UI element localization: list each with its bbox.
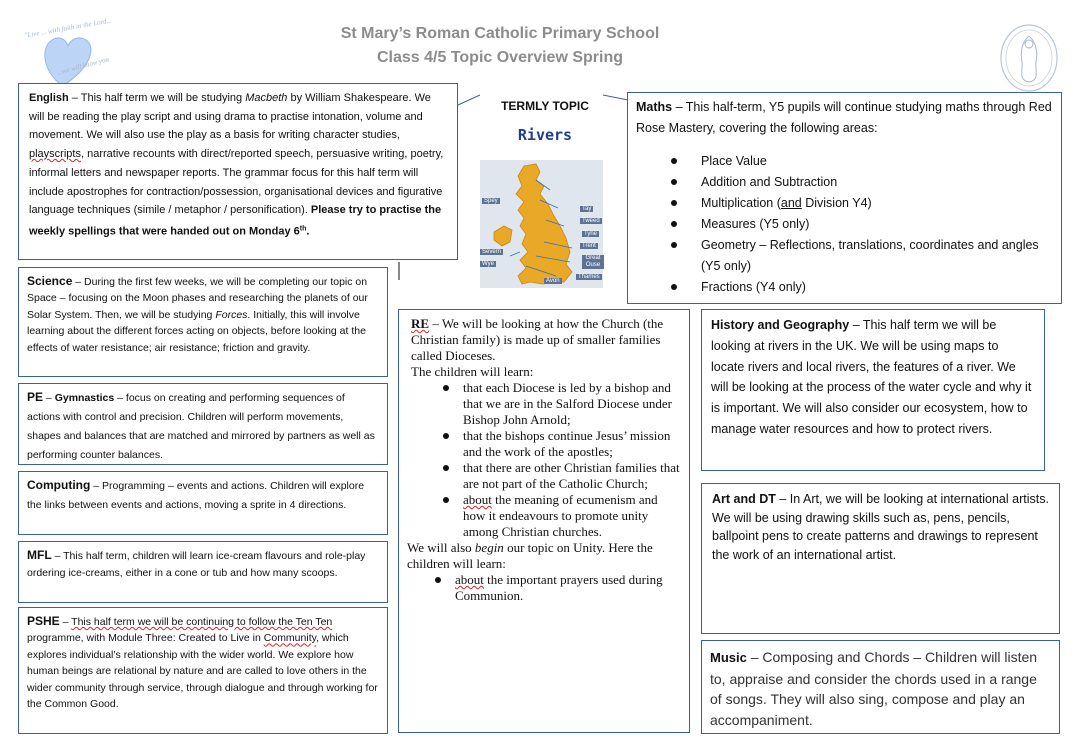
maths-intro: – This half-term, Y5 pupils will continue studying maths through Red Rose Mastery, covering the following areas: [636, 100, 1052, 135]
mfl-heading: MFL [27, 548, 52, 562]
re-also: We will also begin our topic on Unity. Here the children will learn: [407, 540, 653, 571]
maths-list [636, 151, 1053, 298]
english-playscripts: playscripts [29, 148, 81, 161]
pshe-box: PSHE – This half term we will be continuing to follow the Ten Ten programme, with Module Three: Created to Live in Community, which explores individual’s relationship with the wider world. We explore how human beings are relational by nature and are called to love others in the wider community through service, through dialogue and through working for the Common Good. [18, 607, 388, 734]
science-forces: Forces [215, 308, 248, 321]
termly-topic-label: TERMLY TOPIC [501, 99, 589, 113]
list-item: that there are other Christian families that are not part of the Catholic Church; [463, 460, 681, 492]
re-heading: RE [411, 316, 430, 331]
pshe-community: Community [263, 632, 317, 645]
pe-heading: PE [27, 390, 44, 404]
map-label-tay: Tay [582, 206, 592, 212]
list-item: about the meaning of ecumenism and how it endeavours to promote unity among Christian churches. [463, 492, 681, 540]
list-item: Geometry – Reflections, translations, coordinates and angles (Y5 only) [666, 235, 1053, 277]
list-item: Addition and Subtraction [666, 172, 1053, 193]
english-text-3: , narrative recounts with direct/reported speech, persuasive writing, poetry, informal letters and newspaper reports. The grammar focus for this half term will include apostrophes for contraction/possession, organisational devices and figurative language techniques (simile / metaphor / personification). [29, 148, 444, 217]
music-heading: Music [710, 650, 747, 665]
school-title: St Mary’s Roman Catholic Primary School [340, 25, 660, 42]
list-item: Measures (Y5 only) [666, 214, 1053, 235]
english-dot: . [306, 225, 310, 238]
english-text-1: – This half term we will be studying [68, 92, 246, 104]
mfl-box: MFL – This half term, children will learn ice-cream flavours and role-play ordering ice-creams, either in a cone or tub and how many scoops. [18, 541, 388, 603]
map-label-severn: Severn [482, 249, 502, 255]
history-heading: History and Geography [711, 318, 850, 332]
maths-box [627, 92, 1062, 304]
english-spellings-note: Please try to practise the weekly spellings that were handed out on Monday 6 [29, 204, 442, 238]
re-list-1 [407, 380, 681, 540]
list-item: Multiplication (and Division Y4) [666, 193, 1053, 214]
science-box: Science – During the first few weeks, we will be completing our topic on Space – focusing on the Moon phases and researching the planets of our Solar System. Then, we will be studying Forces. Initially, this will involve learning about the different forces acting on objects, before looking at the effects of water resistance; air resistance; friction and gravity. [18, 267, 388, 377]
re-list-2 [407, 572, 681, 604]
music-box: Music – Composing and Chords – Children will listen to, appraise and consider the chords used in a range of songs. They will also sing, compose and play an accompaniment. [701, 640, 1060, 734]
map-label-spey: Spey [484, 198, 498, 204]
class-title: Class 4/5 Topic Overview Spring [376, 49, 623, 66]
list-item: Fractions (Y4 only) [666, 277, 1053, 298]
pe-box: PE – Gymnastics – focus on creating and performing sequences of actions with control and precision. Children will perform movements, shapes and balances that are matched and mirrored by partners as well as performing counter balances. [18, 383, 388, 465]
map-label-wye: Wye [482, 261, 494, 267]
logo-text-1: "Live ... with faith in the Lord... [23, 16, 113, 40]
map-label-trent: Trent [582, 243, 596, 249]
map-label-tyne: Tyne [584, 231, 598, 237]
english-text-2: by William Shakespeare. We will be reading the play script and using drama to practise intonation, volume and movement. We will also use the play as a basis for writing character studies, [29, 92, 431, 142]
maths-heading: Maths [636, 100, 673, 114]
computing-box: Computing – Programming – events and actions. Children will explore the links between events and actions, moving a sprite in 4 directions. [18, 471, 388, 535]
map-label-tweed: Tweed [582, 218, 600, 224]
list-item: Place Value [666, 151, 1053, 172]
english-sup: th [299, 224, 307, 232]
map-label-avon: Avon [546, 278, 560, 284]
art-heading: Art and DT [712, 492, 776, 506]
pshe-heading: PSHE [27, 614, 60, 628]
history-geography-box: History and Geography – This half term we will be looking at rivers in the UK. We will be using maps to locate rivers and local rivers, the features of a river. We will be looking at the process of the water cycle and why it is important. We will also consider our ecosystem, how to manage water resources and how to protect rivers. [701, 309, 1045, 471]
uk-rivers-map [480, 160, 603, 288]
termly-topic-title: Rivers [517, 126, 573, 144]
pshe-ten: Ten [315, 616, 333, 628]
science-heading: Science [27, 274, 73, 288]
english-macbeth: Macbeth [245, 92, 288, 104]
english-heading: English [29, 92, 69, 104]
re-learn-1: The children will learn: [411, 364, 534, 379]
computing-heading: Computing [27, 478, 91, 492]
pe-gymnastics: Gymnastics [54, 392, 115, 404]
map-label-great-ouse: Great Ouse [582, 255, 604, 269]
re-box: RE – We will be looking at how the Church (the Christian family) is made up of smaller families called Dioceses. The children will learn: that each Diocese is led by a bishop and that we are in the Salford Diocese under Bishop John Arnold; that the bishops continue Jesus’ mission and the work of the apostles; that there are other Christian families that are not part of the Catholic Church; about the meaning of ecumenism and how it endeavours to promote unity among Christian churches. We will also begin our topic on Unity. Here the children will learn: about the important prayers used during Communion. [398, 309, 690, 733]
art-dt-box: Art and DT – In Art, we will be looking at international artists. We will be using drawing skills such as, pens, pencils, ballpoint pens to create patterns and drawings to represent the work of an international artist. [701, 483, 1060, 634]
map-label-thames: Thames [578, 274, 600, 280]
list-item: about the important prayers used during Communion. [455, 572, 681, 604]
list-item: that the bishops continue Jesus’ mission and the work of the apostles; [463, 428, 681, 460]
logo-text-3: ...we will know you [55, 55, 110, 77]
list-item: that each Diocese is led by a bishop and that we are in the Salford Diocese under Bishop John Arnold; [463, 380, 681, 428]
